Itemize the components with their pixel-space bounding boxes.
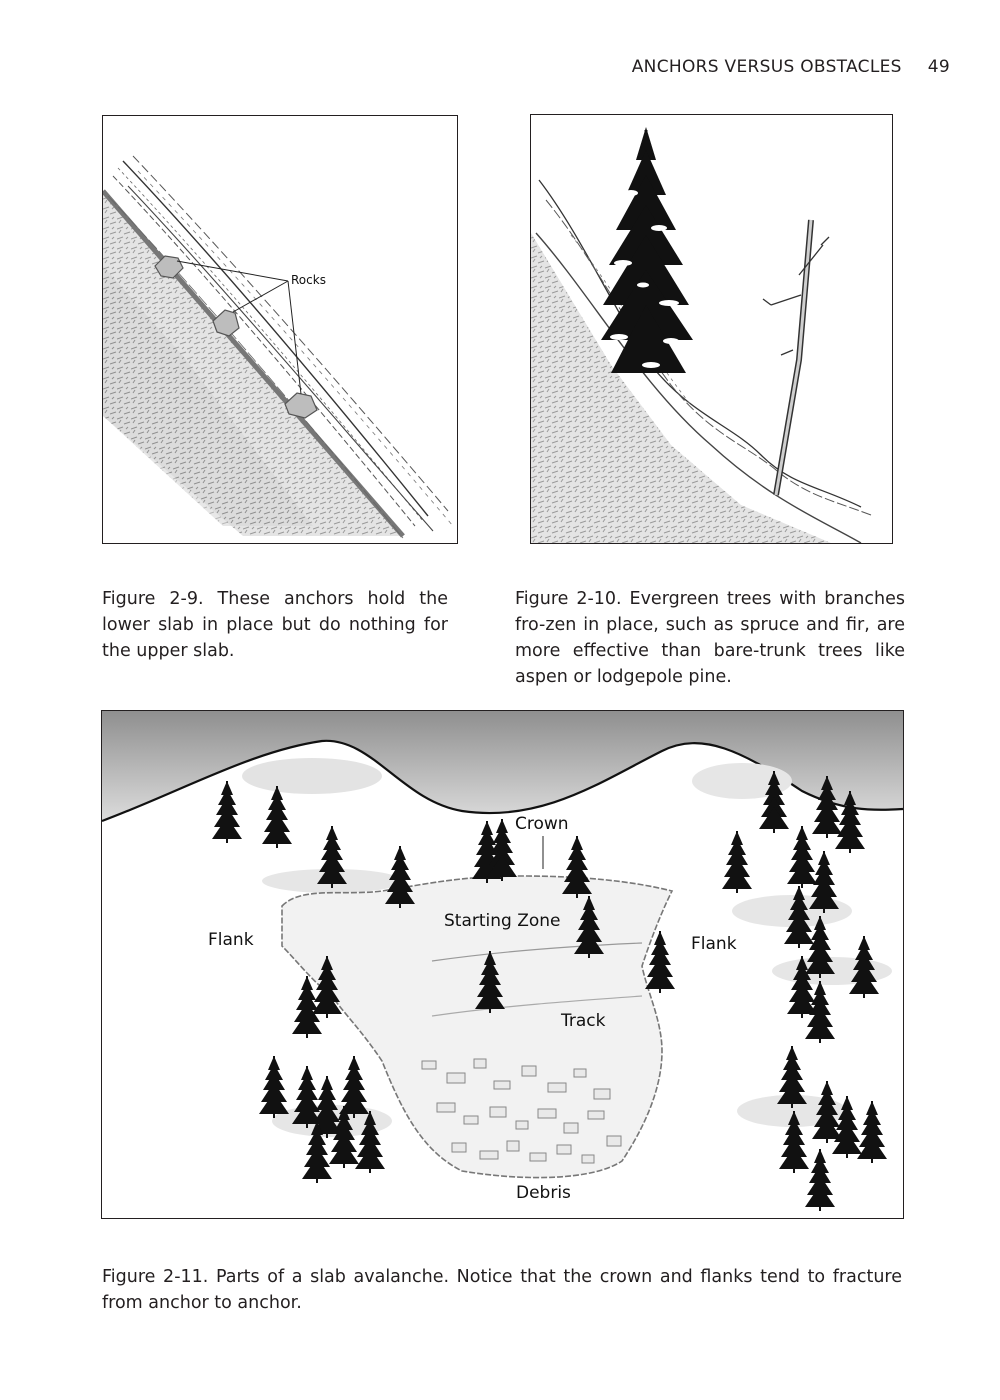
- track-label: Track: [561, 1011, 606, 1031]
- page-number: 49: [927, 57, 950, 77]
- running-head: [632, 57, 950, 77]
- figure-2-9-caption: Figure 2-9. These anchors hold the lower slab in place but do nothing for the upper slab.: [102, 588, 448, 661]
- figure-2-11-caption: Figure 2-11. Parts of a slab avalanche. Notice that the crown and flanks tend to fracture from anchor to anchor.: [102, 1266, 902, 1313]
- figure-2-9-illustration: [102, 115, 458, 544]
- bare-trunk-tree-icon: [763, 220, 829, 495]
- running-title: ANCHORS VERSUS OBSTACLES: [631, 57, 902, 77]
- flank-right-label: Flank: [691, 934, 737, 954]
- crown-label: Crown: [515, 814, 569, 834]
- spruce-tree-icon: [601, 127, 693, 373]
- flank-left-label: Flank: [208, 930, 254, 950]
- debris-label: Debris: [516, 1183, 571, 1203]
- rocks-label: Rocks: [291, 273, 326, 287]
- starting-zone-label: Starting Zone: [444, 911, 561, 931]
- figure-2-10-illustration: [530, 114, 893, 544]
- figure-2-10-caption: Figure 2-10. Evergreen trees with branches fro-zen in place, such as spruce and fir, are more effective than bare-trunk trees like aspen or lodgepole pine.: [515, 588, 905, 687]
- figure-2-11-illustration: [101, 710, 904, 1219]
